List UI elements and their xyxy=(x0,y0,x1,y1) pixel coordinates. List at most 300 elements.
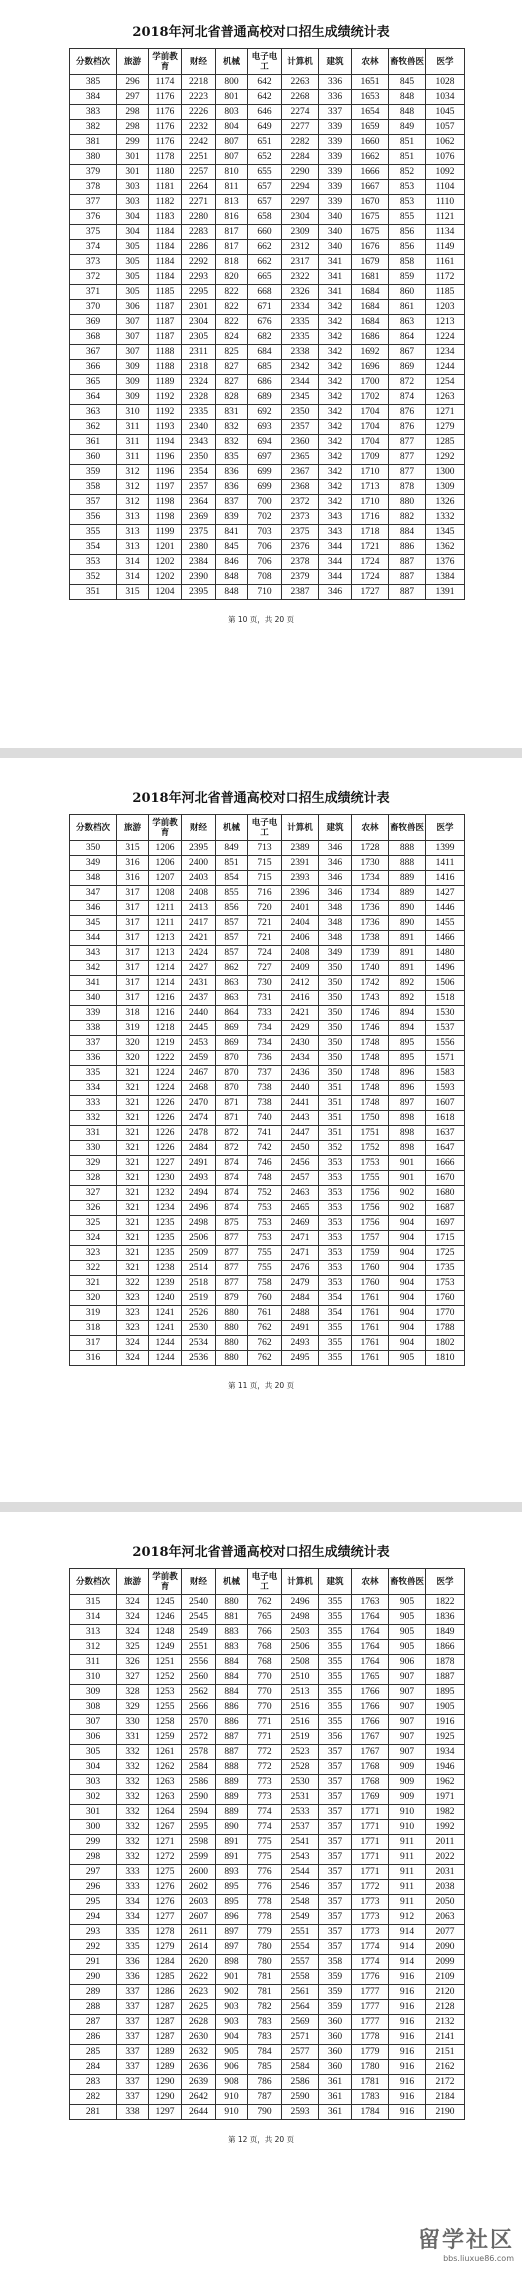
table-cell: 1034 xyxy=(426,90,465,105)
table-cell: 1773 xyxy=(352,1895,389,1910)
table-cell: 2011 xyxy=(426,1835,465,1850)
table-cell: 699 xyxy=(248,480,282,495)
table-cell: 352 xyxy=(319,1141,352,1156)
table-cell: 361 xyxy=(70,435,117,450)
table-cell: 1267 xyxy=(149,1820,182,1835)
table-cell: 1251 xyxy=(149,1655,182,1670)
table-cell: 2413 xyxy=(182,901,216,916)
watermark-text: 留学社区 xyxy=(417,2228,514,2253)
table-cell: 811 xyxy=(216,180,248,195)
table-row xyxy=(70,210,465,225)
table-cell: 357 xyxy=(70,495,117,510)
table-row xyxy=(70,1351,465,1366)
table-cell: 1766 xyxy=(352,1700,389,1715)
column-header: 医学 xyxy=(426,1569,465,1595)
table-cell: 342 xyxy=(319,495,352,510)
table-cell: 1684 xyxy=(352,285,389,300)
table-cell: 358 xyxy=(70,480,117,495)
table-cell: 2264 xyxy=(182,180,216,195)
table-cell: 2360 xyxy=(282,435,319,450)
table-cell: 1710 xyxy=(352,465,389,480)
table-cell: 315 xyxy=(117,841,149,856)
table-cell: 315 xyxy=(70,1595,117,1610)
table-cell: 742 xyxy=(248,1141,282,1156)
table-cell: 360 xyxy=(319,2045,352,2060)
table-cell: 331 xyxy=(117,1730,149,1745)
table-cell: 2409 xyxy=(282,961,319,976)
table-cell: 2519 xyxy=(282,1730,319,1745)
table-cell: 1197 xyxy=(149,480,182,495)
table-cell: 2311 xyxy=(182,345,216,360)
table-cell: 864 xyxy=(216,1006,248,1021)
table-cell: 351 xyxy=(319,1126,352,1141)
table-cell: 1224 xyxy=(149,1066,182,1081)
table-cell: 1222 xyxy=(149,1051,182,1066)
table-cell: 2603 xyxy=(182,1895,216,1910)
table-cell: 361 xyxy=(319,2075,352,2090)
table-cell: 827 xyxy=(216,360,248,375)
table-cell: 362 xyxy=(70,420,117,435)
table-cell: 828 xyxy=(216,390,248,405)
table-cell: 317 xyxy=(117,976,149,991)
table-cell: 1180 xyxy=(149,165,182,180)
table-cell: 1925 xyxy=(426,1730,465,1745)
table-cell: 342 xyxy=(319,390,352,405)
table-cell: 1766 xyxy=(352,1715,389,1730)
table-cell: 880 xyxy=(216,1351,248,1366)
table-cell: 857 xyxy=(216,916,248,931)
table-cell: 1289 xyxy=(149,2060,182,2075)
table-cell: 1748 xyxy=(352,1066,389,1081)
table-cell: 1216 xyxy=(149,991,182,1006)
table-cell: 357 xyxy=(319,1895,352,1910)
table-cell: 1684 xyxy=(352,300,389,315)
table-cell: 329 xyxy=(117,1700,149,1715)
table-cell: 2368 xyxy=(282,480,319,495)
table-cell: 689 xyxy=(248,390,282,405)
table-cell: 353 xyxy=(319,1216,352,1231)
table-cell: 1704 xyxy=(352,405,389,420)
table-row xyxy=(70,1805,465,1820)
table-cell: 340 xyxy=(70,991,117,1006)
table-cell: 339 xyxy=(319,180,352,195)
table-cell: 2274 xyxy=(282,105,319,120)
table-cell: 342 xyxy=(319,345,352,360)
table-cell: 2286 xyxy=(182,240,216,255)
table-cell: 288 xyxy=(70,2000,117,2015)
table-cell: 2445 xyxy=(182,1021,216,1036)
table-cell: 889 xyxy=(389,871,426,886)
table-cell: 894 xyxy=(389,1021,426,1036)
table-cell: 317 xyxy=(70,1336,117,1351)
table-cell: 339 xyxy=(319,165,352,180)
table-cell: 2491 xyxy=(182,1156,216,1171)
table-cell: 326 xyxy=(70,1201,117,1216)
table-cell: 376 xyxy=(70,210,117,225)
table-cell: 2623 xyxy=(182,1985,216,2000)
table-cell: 321 xyxy=(117,1096,149,1111)
column-header: 学前教育 xyxy=(149,1569,182,1595)
table-cell: 311 xyxy=(117,435,149,450)
table-cell: 685 xyxy=(248,360,282,375)
table-cell: 1206 xyxy=(149,856,182,871)
table-cell: 855 xyxy=(216,886,248,901)
table-cell: 901 xyxy=(389,1171,426,1186)
table-cell: 1736 xyxy=(352,901,389,916)
table-cell: 911 xyxy=(389,1880,426,1895)
column-header: 农林 xyxy=(352,815,389,841)
table-cell: 1286 xyxy=(149,1985,182,2000)
table-cell: 807 xyxy=(216,135,248,150)
table-cell: 2312 xyxy=(282,240,319,255)
table-cell: 1196 xyxy=(149,450,182,465)
watermark-logo xyxy=(418,2223,514,2263)
table-cell: 2441 xyxy=(282,1096,319,1111)
table-cell: 2561 xyxy=(282,1985,319,2000)
table-cell: 1686 xyxy=(352,330,389,345)
table-cell: 1279 xyxy=(149,1940,182,1955)
table-cell: 2551 xyxy=(182,1640,216,1655)
table-cell: 2584 xyxy=(182,1760,216,1775)
table-cell: 2277 xyxy=(282,120,319,135)
table-cell: 863 xyxy=(216,991,248,1006)
table-cell: 1416 xyxy=(426,871,465,886)
table-cell: 371 xyxy=(70,285,117,300)
table-cell: 2305 xyxy=(182,330,216,345)
table-row xyxy=(70,916,465,931)
table-cell: 357 xyxy=(319,1925,352,1940)
table-cell: 305 xyxy=(117,285,149,300)
table-cell: 1214 xyxy=(149,961,182,976)
table-cell: 353 xyxy=(319,1276,352,1291)
table-cell: 2128 xyxy=(426,2000,465,2015)
table-row xyxy=(70,240,465,255)
table-row xyxy=(70,135,465,150)
table-cell: 287 xyxy=(70,2015,117,2030)
page-footer: 第 10 页，共 20 页 xyxy=(227,615,295,624)
table-cell: 365 xyxy=(70,375,117,390)
table-cell: 662 xyxy=(248,255,282,270)
table-cell: 2510 xyxy=(282,1670,319,1685)
header-row xyxy=(70,815,465,841)
table-cell: 1279 xyxy=(426,420,465,435)
table-cell: 841 xyxy=(216,525,248,540)
table-row xyxy=(70,1700,465,1715)
table-cell: 1777 xyxy=(352,2000,389,2015)
table-cell: 1188 xyxy=(149,345,182,360)
table-cell: 307 xyxy=(70,1715,117,1730)
table-cell: 1753 xyxy=(352,1156,389,1171)
table-cell: 2063 xyxy=(426,1910,465,1925)
table-cell: 2459 xyxy=(182,1051,216,1066)
table-cell: 1287 xyxy=(149,2000,182,2015)
table-row xyxy=(70,1096,465,1111)
table-cell: 336 xyxy=(319,90,352,105)
table-cell: 309 xyxy=(117,360,149,375)
table-cell: 355 xyxy=(70,525,117,540)
table-row xyxy=(70,871,465,886)
table-cell: 702 xyxy=(248,510,282,525)
table-cell: 369 xyxy=(70,315,117,330)
table-cell: 2540 xyxy=(182,1595,216,1610)
table-cell: 780 xyxy=(248,1940,282,1955)
table-row xyxy=(70,1595,465,1610)
table-cell: 2478 xyxy=(182,1126,216,1141)
table-cell: 2506 xyxy=(182,1231,216,1246)
table-cell: 755 xyxy=(248,1246,282,1261)
table-cell: 1192 xyxy=(149,390,182,405)
table-cell: 835 xyxy=(216,450,248,465)
table-cell: 720 xyxy=(248,901,282,916)
table-cell: 1982 xyxy=(426,1805,465,1820)
table-cell: 778 xyxy=(248,1895,282,1910)
table-cell: 2495 xyxy=(282,1351,319,1366)
table-cell: 2022 xyxy=(426,1850,465,1865)
table-cell: 903 xyxy=(216,2015,248,2030)
table-cell: 784 xyxy=(248,2045,282,2060)
table-cell: 1697 xyxy=(426,1216,465,1231)
table-cell: 2549 xyxy=(282,1910,319,1925)
table-cell: 748 xyxy=(248,1171,282,1186)
table-cell: 692 xyxy=(248,405,282,420)
table-cell: 2421 xyxy=(282,1006,319,1021)
table-cell: 298 xyxy=(117,120,149,135)
table-cell: 346 xyxy=(319,856,352,871)
table-cell: 1713 xyxy=(352,480,389,495)
table-cell: 1226 xyxy=(149,1126,182,1141)
table-cell: 1728 xyxy=(352,841,389,856)
table-cell: 879 xyxy=(216,1291,248,1306)
table-cell: 861 xyxy=(389,300,426,315)
table-cell: 1878 xyxy=(426,1655,465,1670)
page-title: 2018年河北省普通高校对口招生成绩统计表 xyxy=(132,791,390,806)
column-header: 分数档次 xyxy=(70,49,117,75)
table-cell: 905 xyxy=(389,1595,426,1610)
table-cell: 2496 xyxy=(182,1201,216,1216)
table-cell: 1777 xyxy=(352,1985,389,2000)
table-cell: 1230 xyxy=(149,1171,182,1186)
table-cell: 783 xyxy=(248,2015,282,2030)
table-cell: 1161 xyxy=(426,255,465,270)
column-header: 建筑 xyxy=(319,1569,352,1595)
table-cell: 2467 xyxy=(182,1066,216,1081)
table-cell: 1725 xyxy=(426,1246,465,1261)
table-cell: 1761 xyxy=(352,1336,389,1351)
table-cell: 354 xyxy=(319,1306,352,1321)
table-cell: 1184 xyxy=(149,255,182,270)
column-header: 农林 xyxy=(352,1569,389,1595)
table-cell: 298 xyxy=(117,105,149,120)
table-cell: 2496 xyxy=(282,1595,319,1610)
table-cell: 884 xyxy=(389,525,426,540)
table-cell: 1057 xyxy=(426,120,465,135)
table-cell: 715 xyxy=(248,871,282,886)
table-cell: 353 xyxy=(319,1201,352,1216)
table-cell: 708 xyxy=(248,570,282,585)
table-cell: 891 xyxy=(216,1850,248,1865)
table-cell: 2614 xyxy=(182,1940,216,1955)
table-cell: 1202 xyxy=(149,555,182,570)
table-cell: 881 xyxy=(216,1610,248,1625)
table-cell: 1181 xyxy=(149,180,182,195)
table-cell: 880 xyxy=(389,495,426,510)
table-cell: 1245 xyxy=(149,1595,182,1610)
table-cell: 2350 xyxy=(282,405,319,420)
table-row xyxy=(70,375,465,390)
table-cell: 1252 xyxy=(149,1670,182,1685)
table-cell: 360 xyxy=(319,2030,352,2045)
table-cell: 780 xyxy=(248,1955,282,1970)
table-cell: 357 xyxy=(319,1805,352,1820)
table-cell: 2508 xyxy=(282,1655,319,1670)
table-cell: 904 xyxy=(389,1261,426,1276)
table-cell: 768 xyxy=(248,1655,282,1670)
table-cell: 2584 xyxy=(282,2060,319,2075)
table-cell: 359 xyxy=(319,2000,352,2015)
table-cell: 359 xyxy=(319,1985,352,2000)
table-cell: 1779 xyxy=(352,2045,389,2060)
table-cell: 1198 xyxy=(149,495,182,510)
table-cell: 916 xyxy=(389,2105,426,2120)
table-cell: 355 xyxy=(319,1321,352,1336)
table-cell: 1761 xyxy=(352,1351,389,1366)
table-cell: 297 xyxy=(117,90,149,105)
table-cell: 2369 xyxy=(182,510,216,525)
table-cell: 849 xyxy=(216,841,248,856)
table-cell: 2578 xyxy=(182,1745,216,1760)
table-cell: 314 xyxy=(117,555,149,570)
table-cell: 328 xyxy=(70,1171,117,1186)
table-cell: 2367 xyxy=(282,465,319,480)
table-cell: 1263 xyxy=(149,1790,182,1805)
table-cell: 733 xyxy=(248,1006,282,1021)
table-cell: 1946 xyxy=(426,1760,465,1775)
table-cell: 353 xyxy=(319,1156,352,1171)
table-cell: 877 xyxy=(389,465,426,480)
table-cell: 2533 xyxy=(282,1805,319,1820)
table-cell: 338 xyxy=(117,2105,149,2120)
table-cell: 773 xyxy=(248,1790,282,1805)
table-cell: 1718 xyxy=(352,525,389,540)
table-row xyxy=(70,1625,465,1640)
table-cell: 910 xyxy=(389,1820,426,1835)
table-cell: 1822 xyxy=(426,1595,465,1610)
table-cell: 904 xyxy=(389,1321,426,1336)
table-cell: 319 xyxy=(117,1021,149,1036)
table-cell: 304 xyxy=(117,210,149,225)
table-cell: 1332 xyxy=(426,510,465,525)
table-cell: 1724 xyxy=(352,570,389,585)
table-cell: 888 xyxy=(389,841,426,856)
table-cell: 297 xyxy=(70,1865,117,1880)
table-cell: 883 xyxy=(216,1625,248,1640)
table-cell: 341 xyxy=(319,270,352,285)
table-cell: 1667 xyxy=(352,180,389,195)
table-cell: 2304 xyxy=(182,315,216,330)
table-cell: 334 xyxy=(70,1081,117,1096)
table-cell: 1750 xyxy=(352,1111,389,1126)
table-cell: 1761 xyxy=(352,1291,389,1306)
table-cell: 916 xyxy=(389,2045,426,2060)
table-cell: 363 xyxy=(70,405,117,420)
table-cell: 907 xyxy=(389,1715,426,1730)
table-cell: 317 xyxy=(117,931,149,946)
table-cell: 355 xyxy=(319,1700,352,1715)
table-cell: 2598 xyxy=(182,1835,216,1850)
table-cell: 2132 xyxy=(426,2015,465,2030)
table-cell: 333 xyxy=(70,1096,117,1111)
table-cell: 1300 xyxy=(426,465,465,480)
table-cell: 890 xyxy=(216,1820,248,1835)
table-cell: 813 xyxy=(216,195,248,210)
table-cell: 325 xyxy=(70,1216,117,1231)
table-cell: 914 xyxy=(389,1925,426,1940)
table-cell: 1076 xyxy=(426,150,465,165)
table-cell: 910 xyxy=(389,1805,426,1820)
table-cell: 1571 xyxy=(426,1051,465,1066)
table-cell: 1637 xyxy=(426,1126,465,1141)
table-cell: 1746 xyxy=(352,1021,389,1036)
table-cell: 1709 xyxy=(352,450,389,465)
table-cell: 340 xyxy=(319,210,352,225)
table-cell: 1258 xyxy=(149,1715,182,1730)
table-cell: 2292 xyxy=(182,255,216,270)
table-cell: 326 xyxy=(117,1655,149,1670)
table-cell: 1766 xyxy=(352,1685,389,1700)
table-cell: 642 xyxy=(248,75,282,90)
table-cell: 1187 xyxy=(149,330,182,345)
table-cell: 877 xyxy=(389,450,426,465)
table-cell: 1934 xyxy=(426,1745,465,1760)
table-cell: 906 xyxy=(389,1655,426,1670)
table-row xyxy=(70,450,465,465)
table-cell: 816 xyxy=(216,210,248,225)
table-cell: 884 xyxy=(216,1685,248,1700)
table-cell: 350 xyxy=(319,1066,352,1081)
table-cell: 700 xyxy=(248,495,282,510)
table-row xyxy=(70,1201,465,1216)
table-row xyxy=(70,540,465,555)
page-title: 2018年河北省普通高校对口招生成绩统计表 xyxy=(132,1545,390,1560)
table-cell: 713 xyxy=(248,841,282,856)
table-cell: 897 xyxy=(216,1940,248,1955)
table-cell: 730 xyxy=(248,976,282,991)
table-row xyxy=(70,525,465,540)
table-cell: 355 xyxy=(319,1351,352,1366)
table-cell: 1748 xyxy=(352,1051,389,1066)
table-cell: 2384 xyxy=(182,555,216,570)
table-row xyxy=(70,2030,465,2045)
table-cell: 1593 xyxy=(426,1081,465,1096)
table-cell: 2373 xyxy=(282,510,319,525)
table-cell: 895 xyxy=(389,1051,426,1066)
table-cell: 323 xyxy=(70,1246,117,1261)
page-footer: 第 11 页，共 20 页 xyxy=(227,1381,295,1390)
table-cell: 721 xyxy=(248,931,282,946)
table-cell: 874 xyxy=(389,390,426,405)
table-cell: 282 xyxy=(70,2090,117,2105)
table-cell: 346 xyxy=(70,901,117,916)
table-cell: 877 xyxy=(216,1261,248,1276)
column-header: 分数档次 xyxy=(70,1569,117,1595)
table-cell: 1770 xyxy=(426,1306,465,1321)
table-row xyxy=(70,1685,465,1700)
table-cell: 1292 xyxy=(426,450,465,465)
table-cell: 854 xyxy=(216,871,248,886)
table-row xyxy=(70,1336,465,1351)
table-cell: 357 xyxy=(319,1760,352,1775)
table-cell: 857 xyxy=(216,931,248,946)
